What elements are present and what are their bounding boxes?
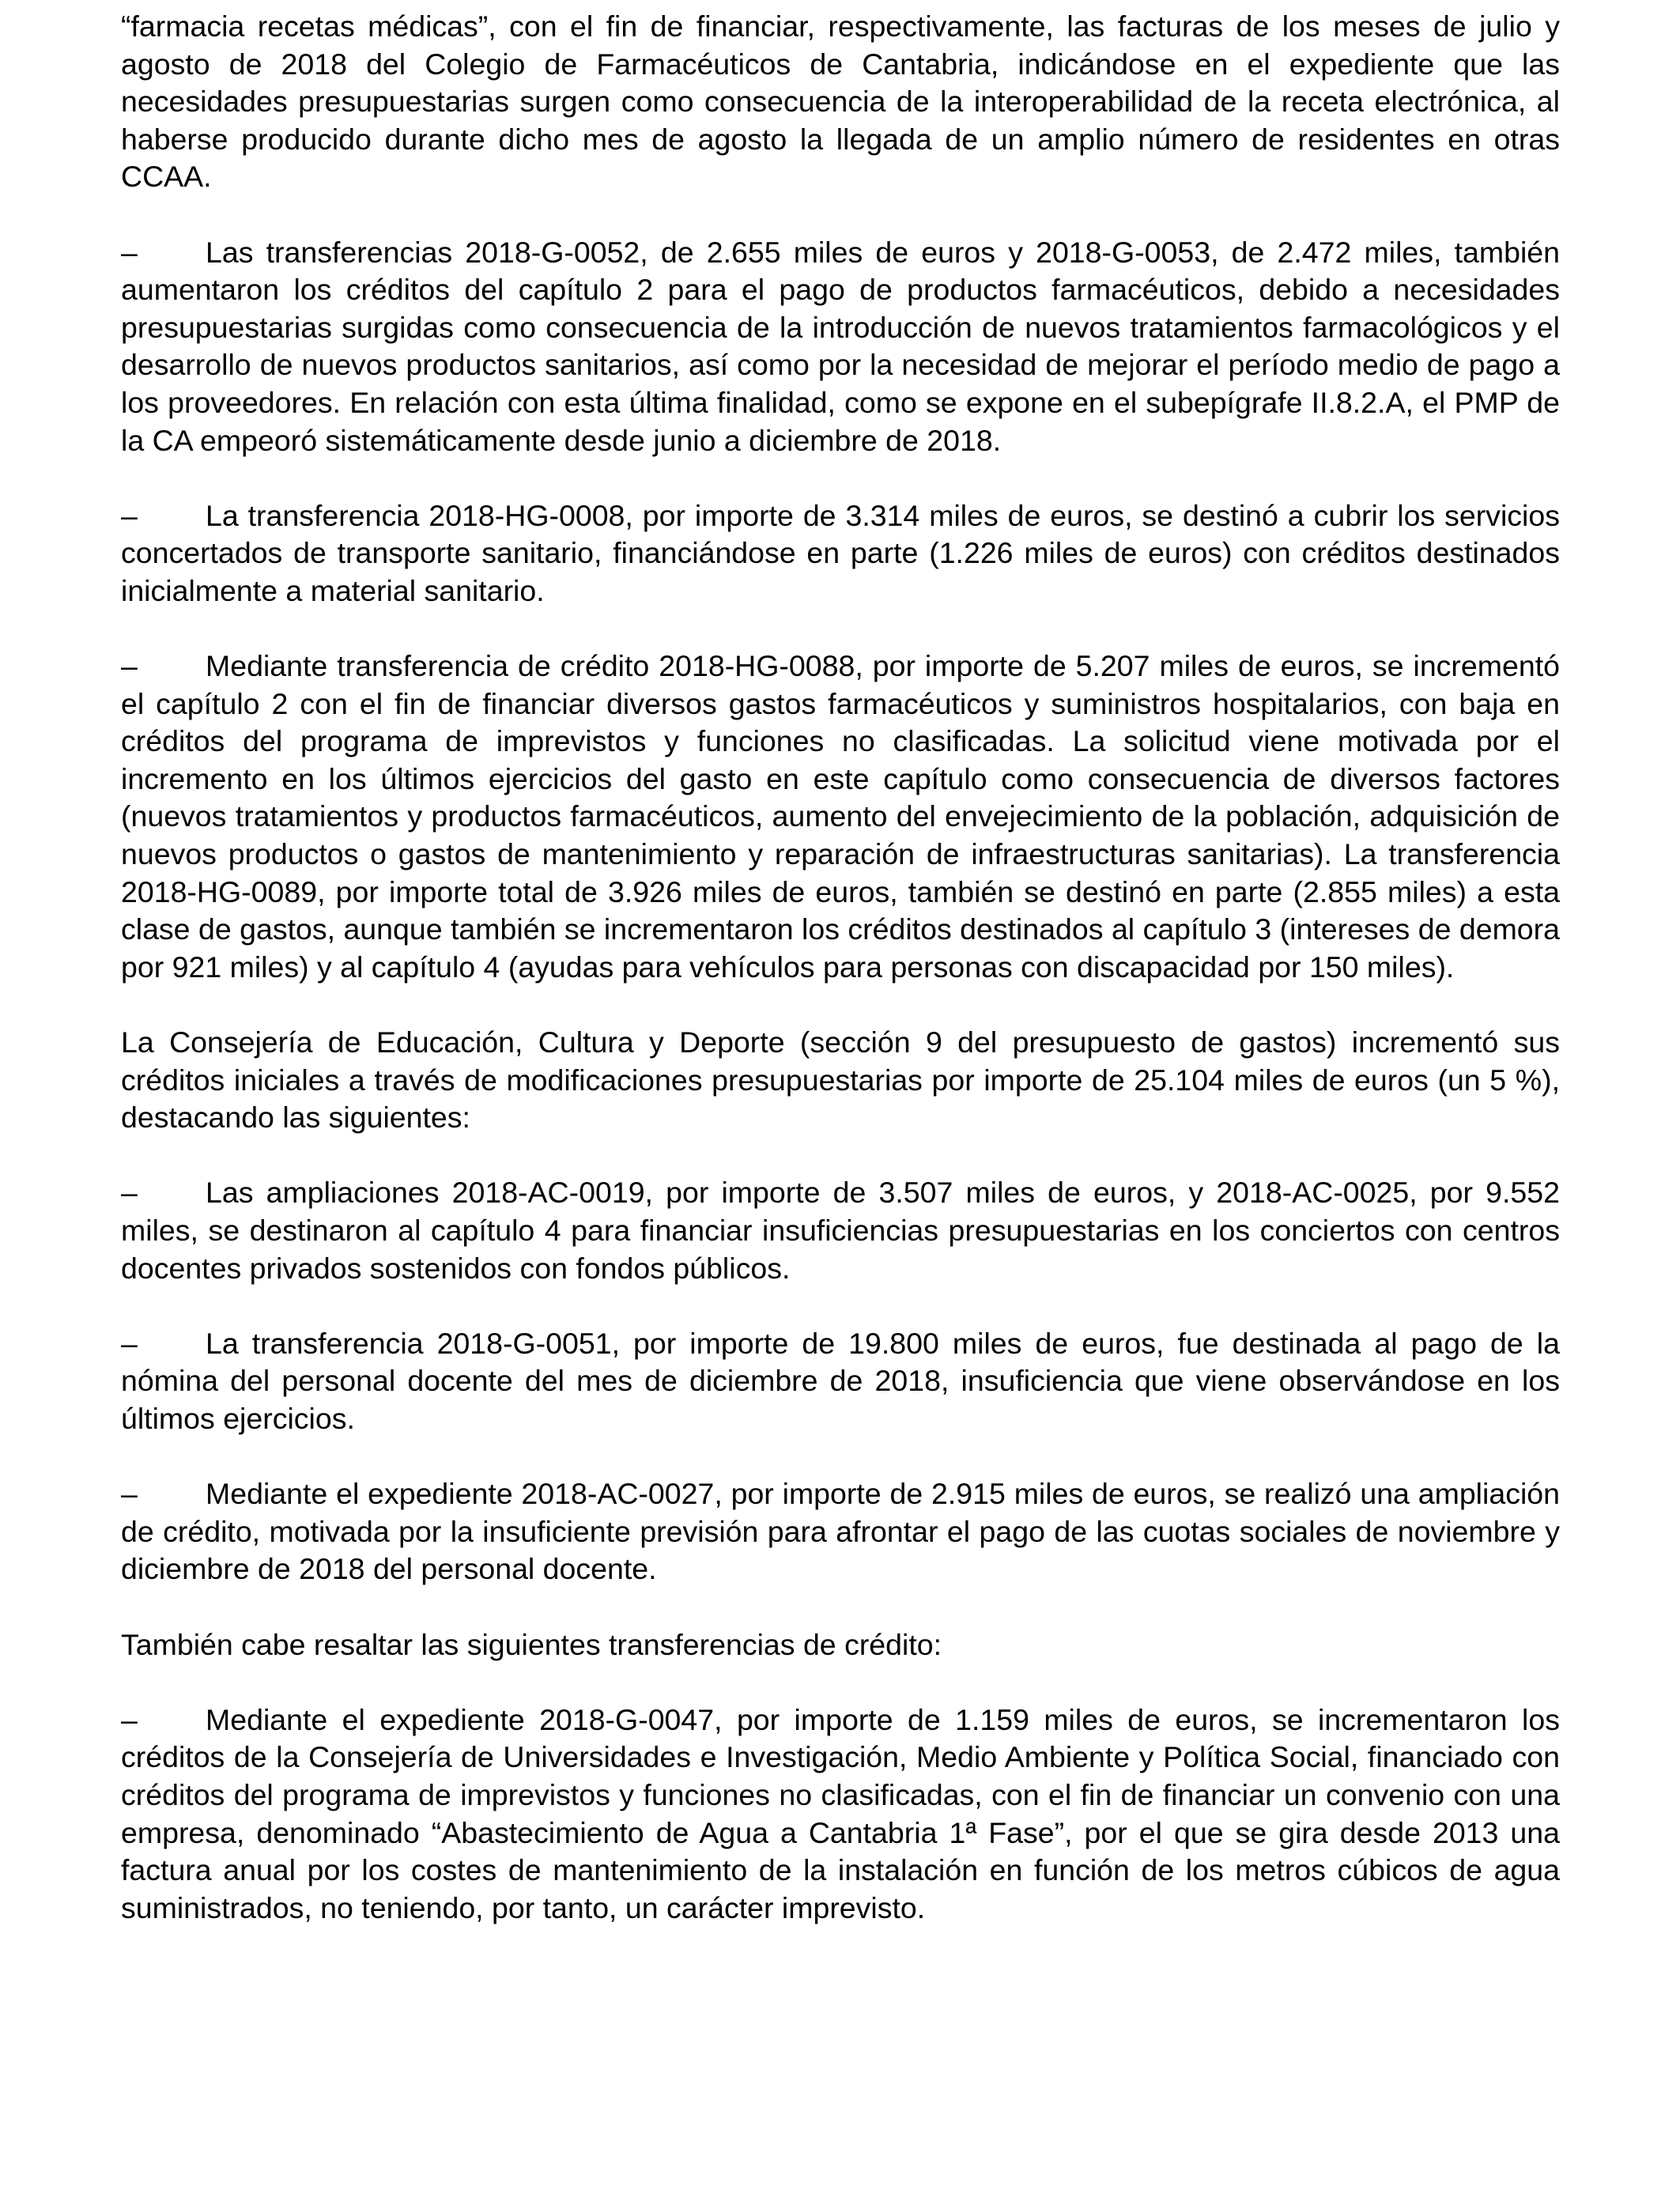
list-item-text: Mediante transferencia de crédito 2018-HG-0088, por importe de 5.207 miles de euros, se incrementó el capítulo 2 con el fin de financiar diversos gastos farmacéuticos y suministros hospitalarios, con baja en créditos del programa de imprevistos y funciones no clasificadas. La solicitud viene motivada por el incremento en los últimos ejercicios del gasto en este capítulo como consecuencia de diversos factores (nuevos tratamientos y productos farmacéuticos, aumento del envejecimiento de la población, adquisición de nuevos productos o gastos de mantenimiento y reparación de infraestructuras sanitarias). La transferencia 2018-HG-0089, por importe total de 3.926 miles de euros, también se destinó en parte (2.855 miles) a esta clase de gastos, aunque también se incrementaron los créditos destinados al capítulo 3 (intereses de demora por 921 miles) y al capítulo 4 (ayudas para vehículos para personas con discapacidad por 150 miles). (121, 649, 1560, 984)
list-item-text: Mediante el expediente 2018-G-0047, por importe de 1.159 miles de euros, se incrementaron los créditos de la Consejería de Universidades e Investigación, Medio Ambiente y Política Social, financiado con créditos del programa de imprevistos y funciones no clasificadas, con el fin de financiar un convenio con una empresa, denominado “Abastecimiento de Agua a Cantabria 1ª Fase”, por el que se gira desde 2013 una factura anual por los costes de mantenimiento de la instalación en función de los metros cúbicos de agua suministrados, no teniendo, por tanto, un carácter imprevisto. (121, 1702, 1560, 1924)
list-item-text: La transferencia 2018-G-0051, por importe de 19.800 miles de euros, fue destinada al pago de la nómina del personal docente del mes de diciembre de 2018, insuficiencia que viene observándose en los últimos ejercicios. (121, 1326, 1560, 1435)
dash-bullet: – (121, 1702, 138, 1736)
dash-bullet: – (121, 1176, 138, 1210)
dash-bullet: – (121, 649, 138, 683)
list-item (121, 1475, 1560, 1588)
list-item-text: Las ampliaciones 2018-AC-0019, por importe de 3.507 miles de euros, y 2018-AC-0025, por 9.552 miles, se destinaron al capítulo 4 para financiar insuficiencias presupuestarias en los conciertos con centros docentes privados sostenidos con fondos públicos. (121, 1176, 1560, 1285)
dash-bullet: – (121, 498, 138, 532)
list-item (121, 234, 1560, 460)
dash-bullet: – (121, 1326, 138, 1360)
list-item-text: Mediante el expediente 2018-AC-0027, por importe de 2.915 miles de euros, se realizó una ampliación de crédito, motivada por la insuficiente previsión para afrontar el pago de las cuotas sociales de noviembre y diciembre de 2018 del personal docente. (121, 1477, 1560, 1586)
list-item (121, 1174, 1560, 1287)
dash-bullet: – (121, 235, 138, 269)
list-item (121, 1325, 1560, 1438)
transfers-paragraph: También cabe resaltar las siguientes transferencias de crédito: (121, 1627, 942, 1661)
education-paragraph: La Consejería de Educación, Cultura y Deporte (sección 9 del presupuesto de gastos) incrementó sus créditos iniciales a través de modificaciones presupuestarias por importe de 25.104 miles de euros (un 5 %), destacando las siguientes: (121, 1025, 1560, 1135)
dash-bullet: – (121, 1477, 138, 1511)
list-item-text: La transferencia 2018-HG-0008, por importe de 3.314 miles de euros, se destinó a cubrir los servicios concertados de transporte sanitario, financiándose en parte (1.226 miles de euros) con créditos destinados inicialmente a material sanitario. (121, 498, 1560, 607)
intro-paragraph: “farmacia recetas médicas”, con el fin de financiar, respectivamente, las facturas de los meses de julio y agosto de 2018 del Colegio de Farmacéuticos de Cantabria, indicándose en el expediente que las necesidades presupuestarias surgen como consecuencia de la interoperabilidad de la receta electrónica, al haberse producido durante dicho mes de agosto la llegada de un amplio número de residentes en otras CCAA. (121, 9, 1560, 194)
list-item (121, 1701, 1560, 1928)
document-page (121, 8, 1560, 1927)
list-item (121, 648, 1560, 986)
list-item-text: Las transferencias 2018-G-0052, de 2.655 miles de euros y 2018-G-0053, de 2.472 miles, también aumentaron los créditos del capítulo 2 para el pago de productos farmacéuticos, debido a necesidades presupuestarias surgidas como consecuencia de la introducción de nuevos tratamientos farmacológicos y el desarrollo de nuevos productos sanitarios, así como por la necesidad de mejorar el período medio de pago a los proveedores. En relación con esta última finalidad, como se expone en el subepígrafe II.8.2.A, el PMP de la CA empeoró sistemáticamente desde junio a diciembre de 2018. (121, 235, 1560, 457)
list-item (121, 497, 1560, 610)
